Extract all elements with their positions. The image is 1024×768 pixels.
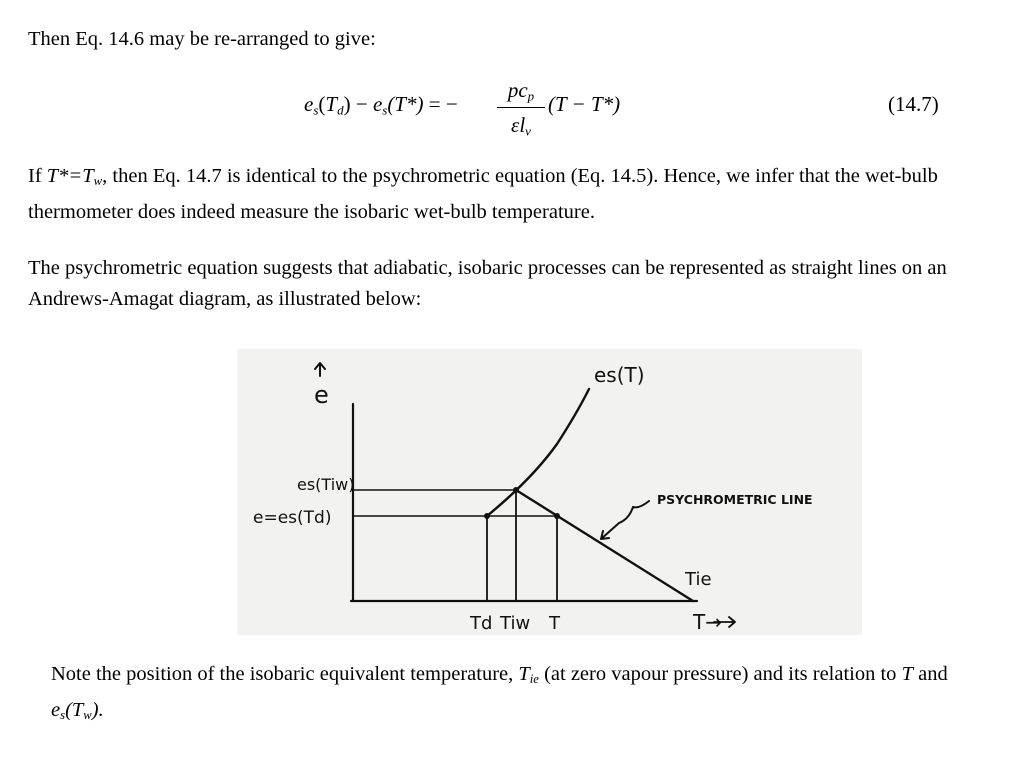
note-paren-close: ). — [91, 699, 104, 722]
note-tie-sub: ie — [529, 672, 539, 687]
note-paren-open: (T — [65, 699, 84, 722]
intro-text: Then Eq. 14.6 may be re-arranged to give: — [28, 28, 376, 50]
note-tie: T — [518, 663, 530, 685]
curve-label: es(T) — [594, 363, 645, 387]
den-el: εl — [511, 113, 526, 137]
point-t — [554, 513, 560, 519]
eq-minus: − — [350, 92, 373, 116]
eq-e2: e — [372, 92, 383, 116]
equation-fraction — [497, 75, 545, 140]
if-word: If — [28, 165, 47, 187]
y-axis-arrow — [315, 363, 325, 376]
equation-rhs: (T − T*) — [548, 92, 621, 116]
psychrometric-paragraph: The psychrometric equation suggests that adiabatic, isobaric processes can be represented as straight lines on an Andrews-Amagat diagram, as illustrated below: — [28, 257, 947, 310]
num-sub-p: p — [527, 88, 535, 104]
note-paragraph — [51, 659, 991, 731]
note-e-sub: s — [60, 708, 66, 723]
label-es-tiw: es(Tiw) — [297, 475, 355, 494]
x-tick-tiw: Tiw — [500, 613, 531, 634]
equation-lhs — [304, 92, 458, 118]
fraction-bar — [497, 107, 545, 108]
note-part2: (at zero vapour pressure) and its relation to — [538, 663, 902, 685]
note-e: e — [51, 699, 61, 722]
x-tick-t: T — [549, 613, 560, 634]
eq-open1: ( — [318, 92, 326, 116]
label-pointer — [601, 501, 649, 539]
eq-T1: T — [325, 92, 338, 116]
num-pc: pc — [507, 78, 528, 102]
equation-14-7 — [0, 72, 1024, 150]
andrews-amagat-diagram — [237, 349, 862, 635]
eq-arg2: (T*) — [387, 92, 424, 116]
den-sub-v: v — [525, 123, 531, 139]
es-curve — [487, 389, 589, 516]
point-td — [484, 513, 490, 519]
eq-close1: ) — [343, 92, 351, 116]
tie-label: Tie — [685, 569, 712, 590]
eq-e1: e — [304, 92, 314, 116]
fraction-numerator — [497, 75, 545, 105]
eq-s1: s — [313, 102, 319, 118]
note-w-sub: w — [83, 708, 92, 723]
if-paragraph — [28, 161, 1003, 228]
y-axis-label: e — [314, 381, 329, 409]
note-part1: Note the position of the isobaric equivalent temperature, — [51, 663, 519, 685]
psychrometric-line-label: PSYCHROMETRIC LINE — [657, 492, 813, 507]
eq-equals: = − — [423, 92, 458, 116]
diagram-svg — [237, 349, 862, 635]
tw-sub: w — [93, 174, 103, 189]
eq-d: d — [337, 102, 344, 118]
x-axis-label: T→ — [693, 610, 722, 634]
eq-s2: s — [382, 102, 388, 118]
point-tiw — [513, 487, 519, 493]
note-and: and — [912, 663, 948, 685]
equation-number: (14.7) — [888, 92, 939, 116]
label-e-es-td: e=es(Td) — [253, 508, 332, 528]
if-rest: , then Eq. 14.7 is identical to the psychrometric equation (Eq. 14.5). Hence, we infer that the wet-bulb thermometer does indeed measure the isobaric wet-bulb temperature. — [28, 165, 938, 224]
tstar-tw: T*=T — [46, 165, 94, 187]
note-T: T — [901, 663, 913, 685]
x-tick-td: Td — [470, 613, 493, 634]
fraction-denominator — [497, 110, 545, 140]
